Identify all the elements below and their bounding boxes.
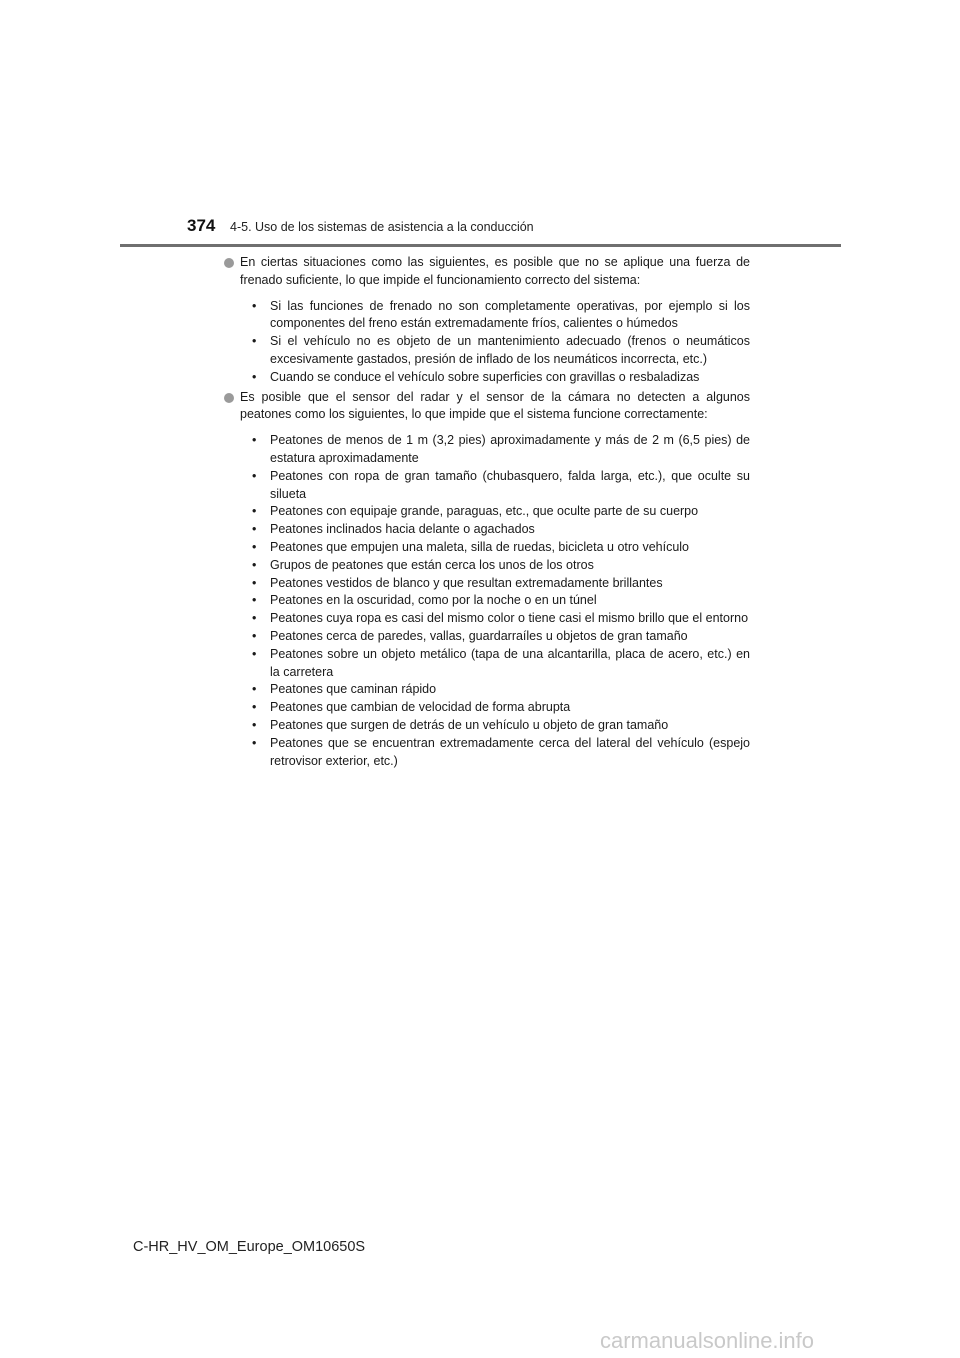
list-item: • Peatones cuya ropa es casi del mismo color o tiene casi el mismo brillo que el entorno [240,610,750,628]
list-item: • Peatones de menos de 1 m (3,2 pies) aproximadamente y más de 2 m (6,5 pies) de estatura aproximadamente [252,433,750,465]
bullet-marker: • [252,334,257,349]
condition-list [240,298,750,387]
page-header [0,0,960,250]
bullet-marker: • [252,611,257,626]
list-item: • Peatones cerca de paredes, vallas, guardarraíles u objetos de gran tamaño [240,628,750,646]
list-item: • Peatones en la oscuridad, como por la noche o en un túnel [240,592,750,610]
list-item: • Peatones que se encuentran extremadamente cerca del lateral del vehículo (espejo retrovisor exterior, etc.) [252,735,750,768]
bullet-marker: • [252,717,257,732]
list-item: • Peatones sobre un objeto metálico (tapa de una alcantarilla, placa de acero, etc.) en la carretera [252,646,750,679]
bullet-marker: • [252,468,257,483]
list-item: • Peatones con ropa de gran tamaño (chubasquero, falda larga, etc.), que oculte su silueta [252,468,750,501]
list-item: • Peatones que surgen de detrás de un vehículo u objeto de gran tamaño [240,717,750,735]
page-number: 374 [187,216,216,235]
bullet-circle-icon [224,393,234,403]
block-intro: Es posible que el sensor del radar y el sensor de la cámara no detecten a algunos peatones como los siguientes, lo que impide que el sistema funcione correctamente: [240,389,750,422]
caution-block-braking [222,254,750,387]
bullet-marker: • [252,575,257,590]
bullet-circle-icon [224,258,234,268]
bullet-marker: • [252,504,257,519]
bullet-marker: • [252,682,257,697]
bullet-marker: • [252,646,257,661]
list-item: • Peatones que cambian de velocidad de forma abrupta [240,699,750,717]
list-item: • Peatones inclinados hacia delante o agachados [240,521,750,539]
bullet-marker: • [252,735,257,750]
footer-document-id: C-HR_HV_OM_Europe_OM10650S [133,1239,366,1255]
list-item: • Peatones vestidos de blanco y que resultan extremadamente brillantes [240,575,750,593]
bullet-marker: • [252,557,257,572]
caution-block-pedestrians [222,389,750,771]
list-item: • Grupos de peatones que están cerca los unos de los otros [240,557,750,575]
bullet-marker: • [252,628,257,643]
list-item: • Cuando se conduce el vehículo sobre superficies con gravillas o resbaladizas [240,369,750,387]
section-title: 4-5. Uso de los sistemas de asistencia a la conducción [230,220,534,234]
bullet-marker: • [252,433,257,448]
bullet-marker: • [252,539,257,554]
list-item: • Si el vehículo no es objeto de un mantenimiento adecuado (frenos o neumáticos excesivamente gastados, presión de inflado de los neumáticos incorrecta, etc.) [252,334,750,366]
bullet-marker: • [252,369,257,384]
condition-list [240,432,750,770]
block-intro: En ciertas situaciones como las siguientes, es posible que no se aplique una fuerza de frenado suficiente, lo que impide el funcionamiento correcto del sistema: [240,255,750,287]
bullet-marker: • [252,298,257,313]
bullet-marker: • [252,593,257,608]
site-watermark: carmanualsonline.info [600,1328,815,1353]
list-item: • Peatones con equipaje grande, paraguas, etc., que oculte parte de su cuerpo [240,503,750,521]
list-item: • Peatones que empujen una maleta, silla de ruedas, bicicleta u otro vehículo [240,539,750,557]
header-divider [120,244,841,247]
list-item: • Peatones que caminan rápido [240,681,750,699]
main-content [222,254,750,772]
bullet-marker: • [252,700,257,715]
bullet-marker: • [252,522,257,537]
list-item: • Si las funciones de frenado no son completamente operativas, por ejemplo si los componentes del freno están extremadamente fríos, calientes o húmedos [252,298,750,331]
